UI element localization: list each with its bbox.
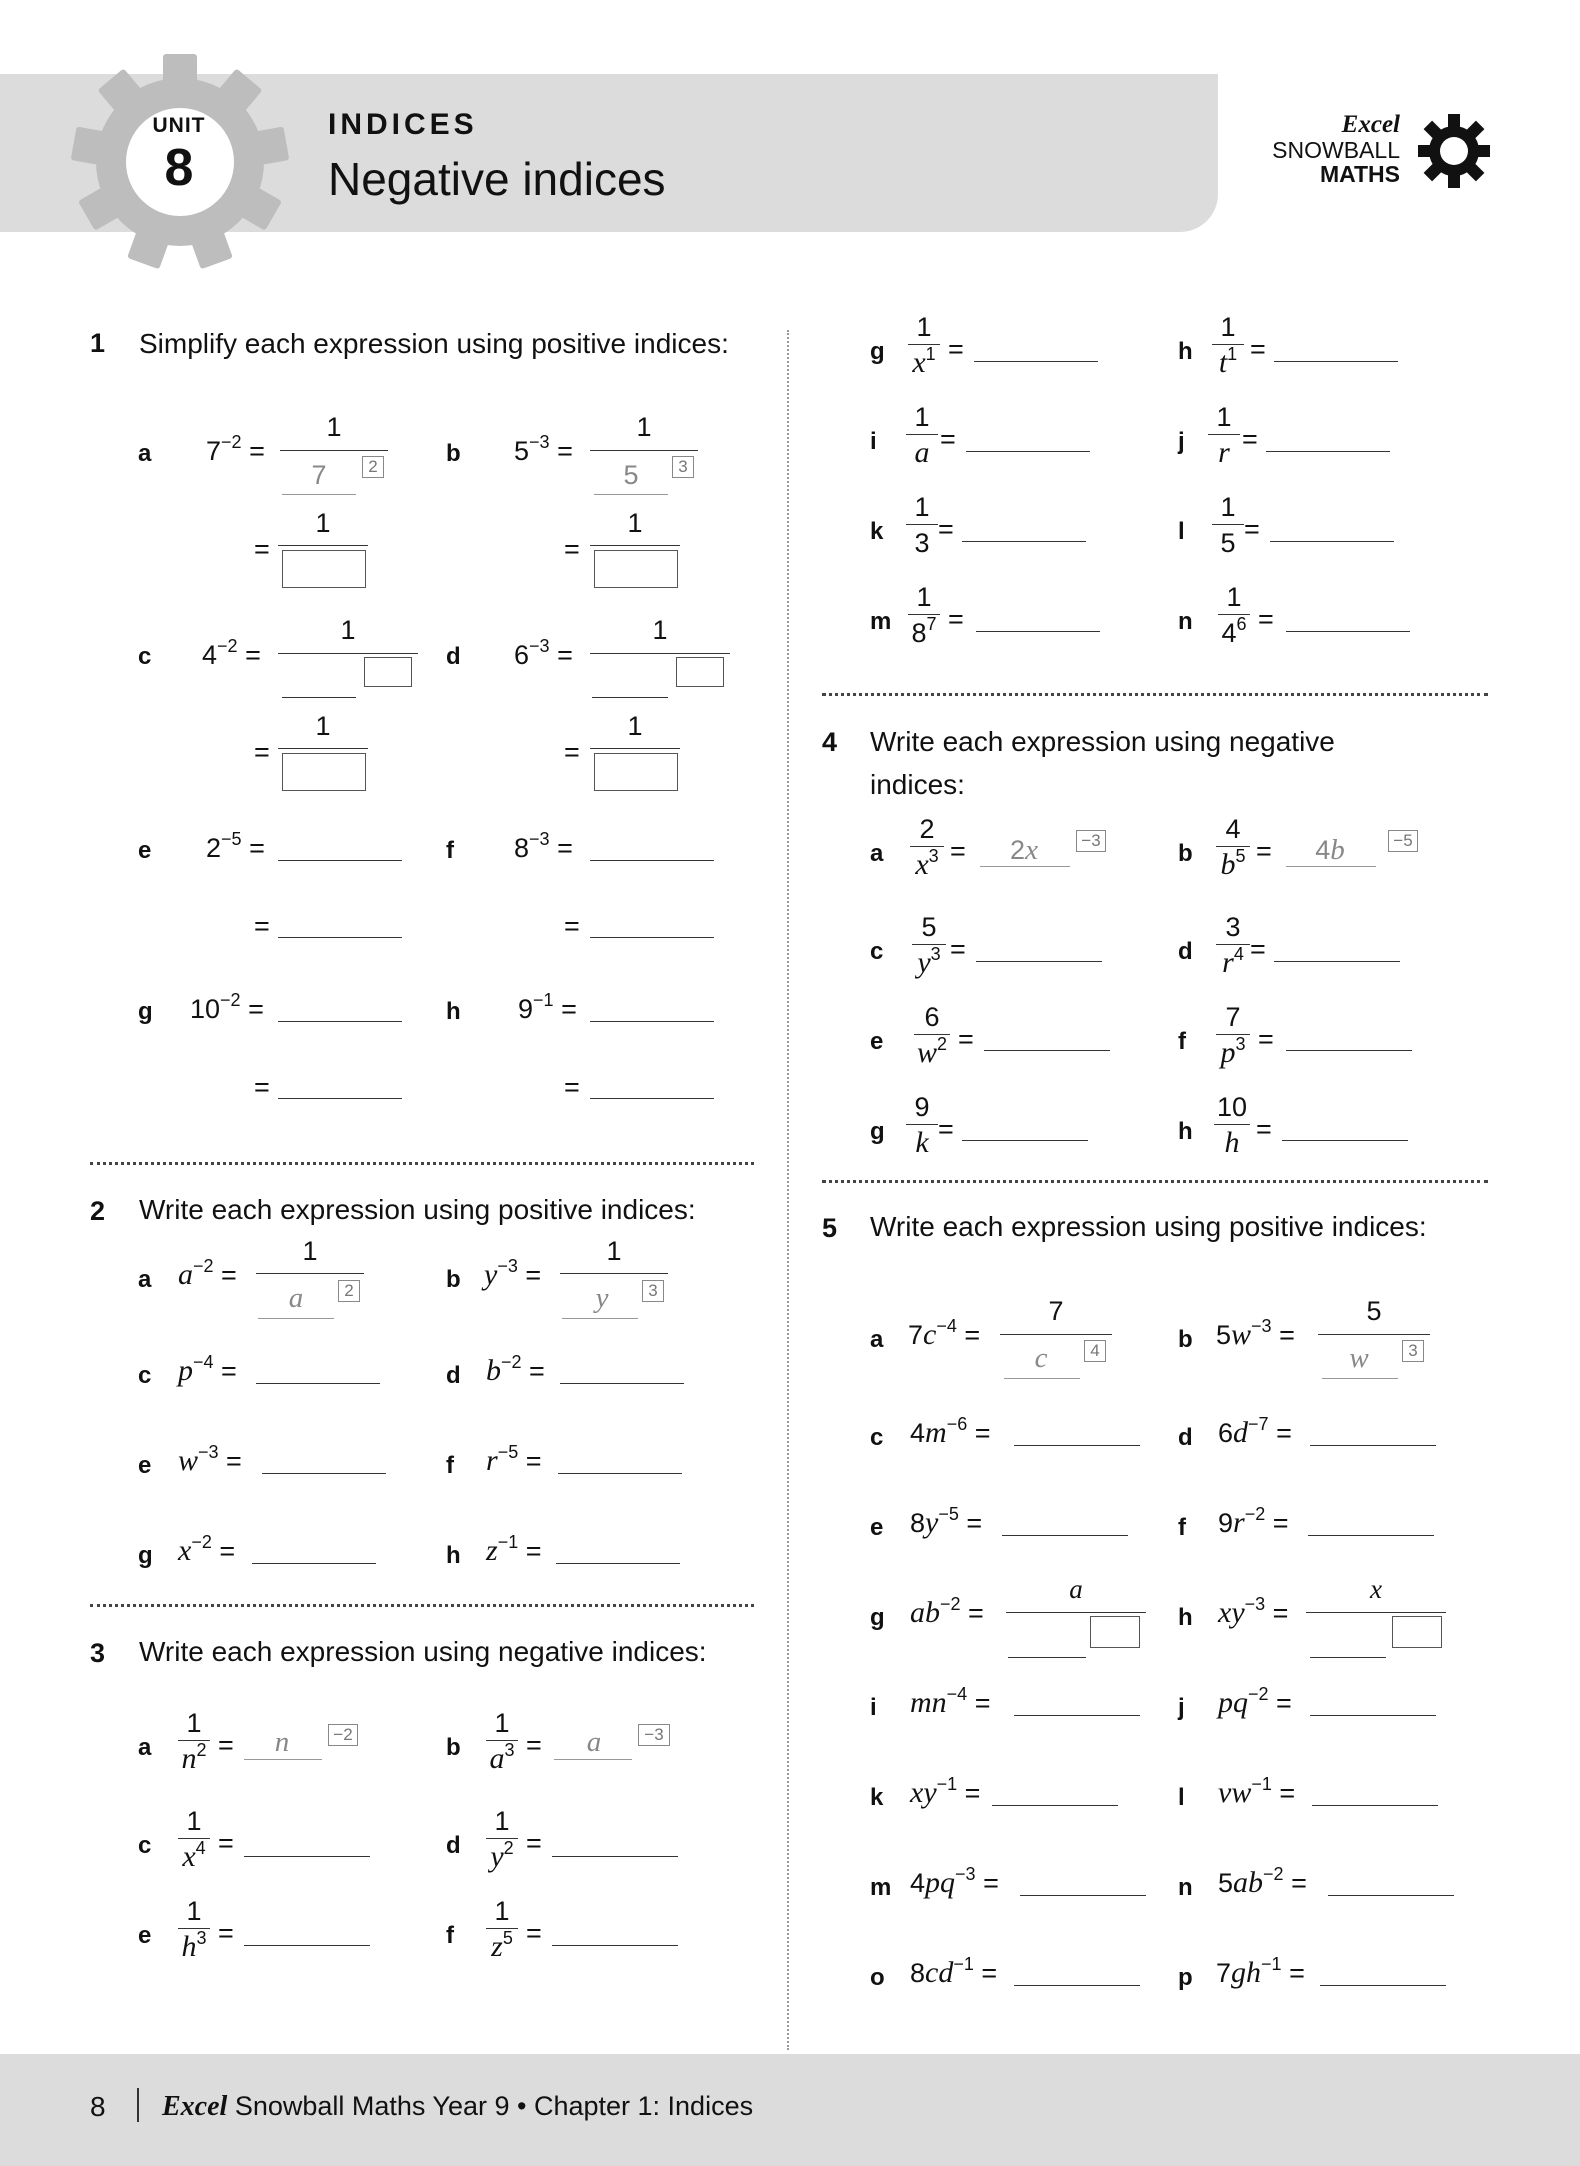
q2b-hint-index: 3	[642, 1280, 664, 1302]
q5b-hint-denominator: w	[1349, 1342, 1369, 1374]
q5n-expression: $5ab^{-2}$ =	[1218, 1864, 1307, 1899]
footer-separator	[137, 2088, 139, 2122]
q4h-fraction: 10 h	[1212, 1090, 1252, 1161]
q2g-answer-line[interactable]	[252, 1563, 376, 1564]
q1a-fraction-bar-2	[278, 545, 368, 546]
q3i-fraction: 1 a	[904, 400, 940, 471]
q5b-numerator: 5	[1366, 1296, 1382, 1326]
page-number: 8	[90, 2091, 106, 2122]
q4f-equals: =	[1258, 1024, 1274, 1054]
q5f-label: f	[1178, 1514, 1186, 1541]
q4e-label: e	[870, 1028, 884, 1055]
section-divider	[822, 1180, 1488, 1183]
q2h-expression: $z^{-1}$ =	[486, 1532, 542, 1567]
q3k-equals: =	[938, 514, 954, 544]
page-title: Negative indices	[328, 153, 666, 205]
q3b-label: b	[446, 1734, 461, 1761]
q5c-expression: $4m^{-6}$ =	[910, 1414, 991, 1449]
q2b-hint-denominator: y	[595, 1282, 609, 1314]
q4h-equals: =	[1256, 1114, 1272, 1144]
q4c-equals: =	[950, 934, 966, 964]
q3a-hint-answer: n	[274, 1726, 290, 1758]
q4b-hint-line	[1286, 866, 1376, 867]
q4f-fraction: 7 $p^3$	[1214, 1000, 1252, 1071]
q5n-label: n	[1178, 1874, 1193, 1901]
q4e-answer-line[interactable]	[984, 1050, 1110, 1051]
q5-number: 5	[822, 1213, 838, 1243]
q2e-answer-line[interactable]	[262, 1473, 386, 1474]
q3j-label: j	[1178, 428, 1185, 455]
footer-excel: Excel	[162, 2091, 228, 2122]
q5h-label: h	[1178, 1604, 1193, 1631]
q3g-equals: =	[948, 334, 964, 364]
q3j-equals: =	[1242, 424, 1258, 454]
q3-number: 3	[90, 1638, 106, 1668]
q4f-label: f	[1178, 1028, 1186, 1055]
q4b-hint-index: −5	[1388, 830, 1418, 852]
q2e-expression: $w^{-3}$ =	[178, 1442, 242, 1477]
q1-number: 1	[90, 328, 106, 358]
footer-bullet: •	[517, 2091, 527, 2121]
q4-number: 4	[822, 727, 838, 757]
q3m-equals: =	[948, 604, 964, 634]
q3k-answer-line[interactable]	[962, 541, 1086, 542]
q1g-expression: $10^{-2}$ =	[190, 990, 264, 1024]
q5l-expression: $vw^{-1}$ =	[1218, 1774, 1296, 1809]
q1b-label: b	[446, 440, 461, 467]
q5n-answer-line[interactable]	[1328, 1895, 1454, 1896]
q1b-fraction-bar-2	[590, 545, 680, 546]
q3e-answer-line[interactable]	[244, 1945, 370, 1946]
q5l-answer-line[interactable]	[1312, 1805, 1438, 1806]
q5a-hint-denominator: c	[1034, 1342, 1048, 1374]
q2a-expression: $a^{-2}$ =	[178, 1256, 237, 1291]
q4b-label: b	[1178, 840, 1193, 867]
q3n-equals: =	[1258, 604, 1274, 634]
brand-gear-icon	[1418, 110, 1490, 192]
q2f-expression: $r^{-5}$ =	[486, 1442, 542, 1477]
q5e-expression: $8y^{-5}$ =	[910, 1504, 983, 1539]
q5g-denominator-line[interactable]	[1008, 1657, 1086, 1658]
q4a-hint-index: −3	[1076, 830, 1106, 852]
unit-number: 8	[164, 139, 194, 197]
q3l-fraction: 1 5	[1210, 490, 1246, 561]
q5b-label: b	[1178, 1326, 1193, 1353]
q3n-label: n	[1178, 608, 1193, 635]
q5c-answer-line[interactable]	[1014, 1445, 1140, 1446]
q1d-fraction-bar-2	[590, 748, 680, 749]
q5p-answer-line[interactable]	[1320, 1985, 1446, 1986]
q1a-equals: =	[254, 534, 270, 564]
q5e-answer-line[interactable]	[1002, 1535, 1128, 1536]
q4-text: Write each expression using negative indices:	[870, 726, 1335, 800]
q3a-fraction: 1 $n^2$	[176, 1706, 212, 1777]
q1c-answer-box[interactable]	[282, 753, 366, 791]
q1a-hint-denominator: 7	[311, 460, 327, 490]
q5g-fraction-bar	[1006, 1612, 1146, 1613]
q4f-answer-line[interactable]	[1286, 1050, 1412, 1051]
section-divider	[822, 693, 1488, 696]
q1a-label: a	[138, 440, 152, 467]
q5f-answer-line[interactable]	[1308, 1535, 1434, 1536]
q1c-label: c	[138, 643, 152, 670]
q1a-numerator: 1	[326, 412, 342, 442]
q5f-expression: $9r^{-2}$ =	[1218, 1504, 1289, 1539]
q2c-label: c	[138, 1362, 152, 1389]
q1d-fraction-bar	[590, 653, 730, 654]
q1c-fraction-bar-2	[278, 748, 368, 749]
section-divider	[90, 1162, 754, 1165]
q5-text: Write each expression using positive indices:	[870, 1211, 1427, 1242]
q1d-denominator-line[interactable]	[592, 697, 668, 698]
q2d-answer-line[interactable]	[560, 1383, 684, 1384]
q5k-label: k	[870, 1784, 884, 1811]
q1a-hint-index: 2	[362, 456, 384, 478]
q3d-fraction: 1 $y^2$	[484, 1804, 520, 1875]
q1e-answer-line-2[interactable]	[278, 937, 402, 938]
q2f-answer-line[interactable]	[558, 1473, 682, 1474]
q1c-expression: $4^{-2}$ =	[202, 636, 261, 670]
brand-logo	[1272, 112, 1400, 187]
q3e-label: e	[138, 1922, 152, 1949]
q4a-label: a	[870, 840, 884, 867]
q2f-label: f	[446, 1452, 454, 1479]
q3g-answer-line[interactable]	[974, 361, 1098, 362]
q5a-hint-line	[1004, 1378, 1080, 1379]
brand-snowball: SNOWBALL	[1272, 137, 1400, 164]
q2e-label: e	[138, 1452, 152, 1479]
q5j-label: j	[1178, 1694, 1185, 1721]
q3c-equals: =	[218, 1828, 234, 1858]
q5b-fraction-bar	[1318, 1334, 1430, 1335]
q3n-fraction: 1 $4^6$	[1216, 580, 1252, 651]
q3c-answer-line[interactable]	[244, 1856, 370, 1857]
brand-maths: MATHS	[1319, 161, 1400, 188]
q4g-equals: =	[938, 1114, 954, 1144]
q1h-equals: =	[564, 1072, 580, 1102]
q1a-expression: $7^{-2}$ =	[206, 432, 265, 466]
q5b-hint-line	[1322, 1378, 1398, 1379]
q5a-hint-index: 4	[1084, 1340, 1106, 1362]
q4d-answer-line[interactable]	[1274, 961, 1400, 962]
q1c-numerator-2: 1	[315, 711, 331, 741]
q1b-equals: =	[564, 534, 580, 564]
q3j-answer-line[interactable]	[1266, 451, 1390, 452]
q2g-label: g	[138, 1542, 153, 1569]
q3f-equals: =	[526, 1918, 542, 1948]
q1b-hint-index: 3	[672, 456, 694, 478]
q3b-equals: =	[526, 1730, 542, 1760]
q5p-expression: $7gh^{-1}$ =	[1216, 1954, 1305, 1989]
q5c-label: c	[870, 1424, 884, 1451]
q5i-answer-line[interactable]	[1014, 1715, 1140, 1716]
q4b-equals: =	[1256, 836, 1272, 866]
q1e-expression: $2^{-5}$ =	[206, 829, 265, 863]
q4d-fraction: 3 $r^4$	[1214, 910, 1252, 981]
q4h-answer-line[interactable]	[1282, 1140, 1408, 1141]
q1h-label: h	[446, 998, 461, 1025]
q5d-label: d	[1178, 1424, 1193, 1451]
q4b-fraction: 4 $b^5$	[1214, 812, 1252, 883]
q1g-answer-line-2[interactable]	[278, 1098, 402, 1099]
q3d-equals: =	[526, 1828, 542, 1858]
q3m-label: m	[870, 608, 892, 635]
q2-text: Write each expression using positive indices:	[139, 1194, 696, 1225]
q5k-expression: $xy^{-1}$ =	[910, 1774, 981, 1809]
q4a-equals: =	[950, 836, 966, 866]
q5j-expression: $pq^{-2}$ =	[1218, 1684, 1292, 1719]
q1e-equals: =	[254, 911, 270, 941]
q3a-hint-line	[244, 1759, 322, 1760]
q1f-equals: =	[564, 911, 580, 941]
footer-title	[162, 2091, 753, 2123]
q4a-hint-line	[980, 866, 1070, 867]
q1c-denominator-line[interactable]	[282, 697, 356, 698]
q5m-answer-line[interactable]	[1020, 1895, 1146, 1896]
q1d-numerator-2: 1	[627, 711, 643, 741]
q2b-hint-line	[562, 1318, 638, 1319]
q3d-label: d	[446, 1832, 461, 1859]
q1-text: Simplify each expression using positive indices:	[139, 328, 729, 359]
q4a-fraction: 2 $x^3$	[908, 812, 946, 883]
q3f-label: f	[446, 1922, 454, 1949]
q5d-answer-line[interactable]	[1310, 1445, 1436, 1446]
q5a-expression: $7c^{-4}$ =	[908, 1316, 981, 1351]
q3b-fraction: 1 $a^3$	[484, 1706, 520, 1777]
q5h-numerator: x	[1370, 1574, 1382, 1604]
q4g-answer-line[interactable]	[962, 1140, 1088, 1141]
q5i-expression: $mn^{-4}$ =	[910, 1684, 991, 1719]
column-divider	[787, 330, 789, 2050]
q2d-label: d	[446, 1362, 461, 1389]
q1g-equals: =	[254, 1072, 270, 1102]
q3h-fraction: 1 $t^1$	[1210, 310, 1246, 381]
q1a-hint-line	[282, 494, 356, 495]
q3l-answer-line[interactable]	[1270, 541, 1394, 542]
q3a-label: a	[138, 1734, 152, 1761]
q1d-answer-box[interactable]	[594, 753, 678, 791]
q5j-answer-line[interactable]	[1310, 1715, 1436, 1716]
q1b-fraction-bar	[590, 450, 698, 451]
q2d-expression: $b^{-2}$ =	[486, 1352, 545, 1387]
q5i-label: i	[870, 1694, 877, 1721]
q1b-hint-denominator: 5	[623, 460, 639, 490]
q4d-equals: =	[1250, 934, 1266, 964]
topic-heading: INDICES	[328, 108, 478, 141]
q3e-equals: =	[218, 1918, 234, 1948]
q3b-hint-line	[554, 1759, 632, 1760]
q2b-label: b	[446, 1266, 461, 1293]
section-divider	[90, 1604, 754, 1607]
unit-label: UNIT	[152, 114, 206, 137]
q3l-label: l	[1178, 518, 1185, 545]
q2c-answer-line[interactable]	[256, 1383, 380, 1384]
q1a-fraction-bar	[280, 450, 388, 451]
q5h-fraction-bar	[1306, 1612, 1446, 1613]
q5a-numerator: 7	[1048, 1296, 1064, 1326]
q4c-label: c	[870, 938, 884, 965]
q3h-equals: =	[1250, 334, 1266, 364]
q5b-hint-index: 3	[1402, 1340, 1424, 1362]
q5a-fraction-bar	[1000, 1334, 1112, 1335]
q3g-label: g	[870, 338, 885, 365]
q1b-hint-line	[594, 494, 668, 495]
q5e-label: e	[870, 1514, 884, 1541]
q3a-hint-index: −2	[328, 1724, 358, 1746]
q3g-fraction: 1 $x^1$	[906, 310, 942, 381]
q1c-equals: =	[254, 737, 270, 767]
q1e-answer-line[interactable]	[278, 860, 402, 861]
q3i-equals: =	[940, 424, 956, 454]
q3j-fraction: 1 r	[1206, 400, 1242, 471]
q5o-expression: $8cd^{-1}$ =	[910, 1954, 998, 1989]
q3m-answer-line[interactable]	[976, 631, 1100, 632]
q1e-label: e	[138, 837, 152, 864]
q3c-fraction: 1 $x^4$	[176, 1804, 212, 1875]
q1f-expression: $8^{-3}$ =	[514, 829, 573, 863]
q2a-label: a	[138, 1266, 152, 1293]
q5k-answer-line[interactable]	[992, 1805, 1118, 1806]
q4g-fraction: 9 k	[904, 1090, 940, 1161]
q5a-label: a	[870, 1326, 884, 1353]
q1d-expression: $6^{-3}$ =	[514, 636, 573, 670]
q1a-numerator-2: 1	[315, 508, 331, 538]
q3l-equals: =	[1244, 514, 1260, 544]
q3a-equals: =	[218, 1730, 234, 1760]
q2b-expression: $y^{-3}$ =	[484, 1256, 542, 1291]
q5g-expression: $ab^{-2}$ =	[910, 1594, 984, 1629]
q4e-fraction: 6 $w^2$	[912, 1000, 952, 1071]
footer-book: Snowball Maths Year 9	[227, 2091, 517, 2121]
q4e-equals: =	[958, 1024, 974, 1054]
q3b-hint-index: −3	[638, 1724, 670, 1746]
q5g-index-box[interactable]	[1090, 1616, 1140, 1648]
q3f-answer-line[interactable]	[552, 1945, 678, 1946]
q4h-label: h	[1178, 1118, 1193, 1145]
q1d-index-box[interactable]	[676, 657, 724, 687]
q3e-fraction: 1 $h^3$	[176, 1894, 212, 1965]
q3n-answer-line[interactable]	[1286, 631, 1410, 632]
q5d-expression: $6d^{-7}$ =	[1218, 1414, 1292, 1449]
q1d-equals: =	[564, 737, 580, 767]
q2a-numerator: 1	[302, 1236, 318, 1266]
q1f-answer-line-2[interactable]	[590, 937, 714, 938]
q1b-answer-box[interactable]	[594, 550, 678, 588]
q2h-answer-line[interactable]	[556, 1563, 680, 1564]
q1d-numerator: 1	[652, 615, 668, 645]
q2b-numerator: 1	[606, 1236, 622, 1266]
q2a-hint-index: 2	[338, 1280, 360, 1302]
q2-number: 2	[90, 1196, 106, 1226]
q5o-answer-line[interactable]	[1014, 1985, 1140, 1986]
q2a-hint-line	[258, 1318, 334, 1319]
q1a-answer-box[interactable]	[282, 550, 366, 588]
q3c-label: c	[138, 1832, 152, 1859]
q5h-denominator-line[interactable]	[1310, 1657, 1386, 1658]
q3d-answer-line[interactable]	[552, 1856, 678, 1857]
q3k-fraction: 1 3	[904, 490, 940, 561]
q4a-hint-answer: 2x	[1010, 834, 1038, 866]
q3k-label: k	[870, 518, 884, 545]
q5m-expression: $4pq^{-3}$ =	[910, 1864, 999, 1899]
q5g-numerator: a	[1069, 1574, 1083, 1604]
q1c-fraction-bar	[278, 653, 418, 654]
q3h-label: h	[1178, 338, 1193, 365]
q3h-answer-line[interactable]	[1274, 361, 1398, 362]
q1h-answer-line[interactable]	[590, 1021, 714, 1022]
q4c-fraction: 5 $y^3$	[910, 910, 948, 981]
q3m-fraction: 1 $8^7$	[906, 580, 942, 651]
q3i-answer-line[interactable]	[966, 451, 1090, 452]
q5p-label: p	[1178, 1964, 1193, 1991]
q5l-label: l	[1178, 1784, 1185, 1811]
q3f-fraction: 1 $z^5$	[484, 1894, 520, 1965]
q5m-label: m	[870, 1874, 892, 1901]
q4b-hint-answer: 4b	[1315, 834, 1345, 866]
q4g-label: g	[870, 1118, 885, 1145]
q2a-fraction-bar	[256, 1273, 364, 1274]
footer-chapter: Chapter 1: Indices	[526, 2091, 754, 2121]
q3-text: Write each expression using negative indices:	[139, 1636, 707, 1667]
q3b-hint-answer: a	[586, 1726, 602, 1758]
q2a-hint-denominator: a	[288, 1282, 304, 1314]
q5g-label: g	[870, 1604, 885, 1631]
q1g-label: g	[138, 998, 153, 1025]
q5o-label: o	[870, 1964, 885, 1991]
q5h-expression: $xy^{-3}$ =	[1218, 1594, 1289, 1629]
q5b-expression: $5w^{-3}$ =	[1216, 1316, 1295, 1351]
q1b-numerator: 1	[636, 412, 652, 442]
q2h-label: h	[446, 1542, 461, 1569]
q1b-expression: $5^{-3}$ =	[514, 432, 573, 466]
q1f-label: f	[446, 837, 454, 864]
brand-excel: Excel	[1341, 111, 1400, 138]
q2g-expression: $x^{-2}$ =	[178, 1532, 236, 1567]
q1h-expression: $9^{-1}$ =	[518, 990, 577, 1024]
q1c-index-box[interactable]	[364, 657, 412, 687]
q2b-fraction-bar	[560, 1273, 668, 1274]
q3i-label: i	[870, 428, 877, 455]
q1h-answer-line-2[interactable]	[590, 1098, 714, 1099]
q1b-numerator-2: 1	[627, 508, 643, 538]
q1g-answer-line[interactable]	[278, 1021, 402, 1022]
q1d-label: d	[446, 643, 461, 670]
q2c-expression: $p^{-4}$ =	[178, 1352, 237, 1387]
q4c-answer-line[interactable]	[976, 961, 1102, 962]
q5h-index-box[interactable]	[1392, 1616, 1442, 1648]
q4d-label: d	[1178, 938, 1193, 965]
q1f-answer-line[interactable]	[590, 860, 714, 861]
q1c-numerator: 1	[340, 615, 356, 645]
